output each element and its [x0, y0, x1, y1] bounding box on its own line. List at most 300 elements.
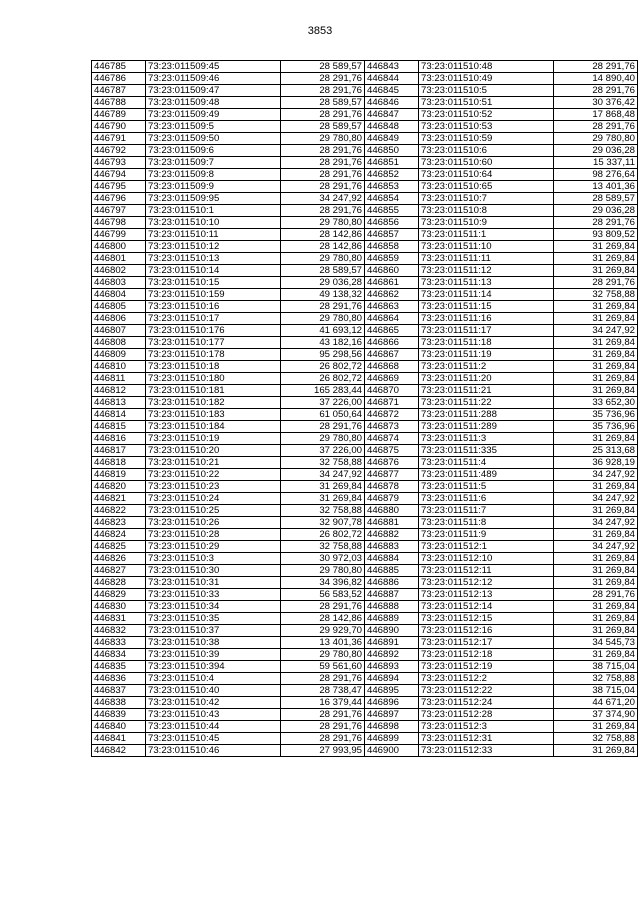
cadastral-number-cell: 73:23:011510:59 [419, 133, 554, 145]
cadastral-number-cell: 73:23:011512:31 [419, 733, 554, 745]
value-cell: 28 291,76 [281, 673, 365, 685]
value-cell: 32 758,88 [554, 289, 638, 301]
value-cell: 16 379,44 [281, 697, 365, 709]
cadastral-number-cell: 73:23:011511:11 [419, 253, 554, 265]
value-cell: 30 376,42 [554, 97, 638, 109]
value-cell: 32 758,88 [281, 505, 365, 517]
row-number-cell: 446810 [92, 361, 146, 373]
value-cell: 29 780,80 [281, 649, 365, 661]
table-row [92, 217, 365, 229]
value-cell: 165 283,44 [281, 385, 365, 397]
value-cell: 28 291,76 [554, 217, 638, 229]
row-number-cell: 446830 [92, 601, 146, 613]
table-row [92, 73, 365, 85]
table-row [365, 277, 638, 289]
table-row [92, 133, 365, 145]
table-row [365, 205, 638, 217]
row-number-cell: 446879 [365, 493, 419, 505]
cadastral-number-cell: 73:23:011509:95 [146, 193, 281, 205]
row-number-cell: 446833 [92, 637, 146, 649]
row-number-cell: 446848 [365, 121, 419, 133]
row-number-cell: 446870 [365, 385, 419, 397]
cadastral-number-cell: 73:23:011509:6 [146, 145, 281, 157]
value-cell: 29 036,28 [281, 277, 365, 289]
cadastral-number-cell: 73:23:011511:9 [419, 529, 554, 541]
row-number-cell: 446818 [92, 457, 146, 469]
value-cell: 28 291,76 [281, 709, 365, 721]
table-row [365, 301, 638, 313]
right-table-body [365, 61, 638, 757]
table-row [365, 673, 638, 685]
value-cell: 28 291,76 [281, 601, 365, 613]
value-cell: 34 247,92 [554, 325, 638, 337]
cadastral-number-cell: 73:23:011512:12 [419, 577, 554, 589]
value-cell: 28 589,57 [554, 193, 638, 205]
value-cell: 31 269,84 [554, 433, 638, 445]
cadastral-number-cell: 73:23:011510:46 [146, 745, 281, 757]
table-row [92, 61, 365, 73]
row-number-cell: 446834 [92, 649, 146, 661]
table-row [365, 445, 638, 457]
table-row [92, 421, 365, 433]
table-row [92, 253, 365, 265]
row-number-cell: 446803 [92, 277, 146, 289]
value-cell: 31 269,84 [554, 613, 638, 625]
cadastral-number-cell: 73:23:011510:176 [146, 325, 281, 337]
cadastral-number-cell: 73:23:011509:5 [146, 121, 281, 133]
value-cell: 34 247,92 [281, 193, 365, 205]
cadastral-number-cell: 73:23:011510:51 [419, 97, 554, 109]
table-row [365, 493, 638, 505]
value-cell: 26 802,72 [281, 529, 365, 541]
row-number-cell: 446898 [365, 721, 419, 733]
cadastral-number-cell: 73:23:011512:33 [419, 745, 554, 757]
value-cell: 32 758,88 [281, 541, 365, 553]
table-row [365, 685, 638, 697]
row-number-cell: 446868 [365, 361, 419, 373]
table-row [92, 685, 365, 697]
row-number-cell: 446816 [92, 433, 146, 445]
table-row [92, 193, 365, 205]
row-number-cell: 446894 [365, 673, 419, 685]
row-number-cell: 446881 [365, 517, 419, 529]
table-row [92, 661, 365, 673]
table-row [92, 289, 365, 301]
value-cell: 28 291,76 [281, 181, 365, 193]
cadastral-number-cell: 73:23:011510:35 [146, 613, 281, 625]
cadastral-number-cell: 73:23:011509:49 [146, 109, 281, 121]
value-cell: 31 269,84 [554, 577, 638, 589]
row-number-cell: 446841 [92, 733, 146, 745]
value-cell: 28 142,86 [281, 241, 365, 253]
cadastral-number-cell: 73:23:011510:4 [146, 673, 281, 685]
row-number-cell: 446897 [365, 709, 419, 721]
cadastral-number-cell: 73:23:011511:18 [419, 337, 554, 349]
cadastral-number-cell: 73:23:011511:19 [419, 349, 554, 361]
cadastral-number-cell: 73:23:011510:14 [146, 265, 281, 277]
row-number-cell: 446859 [365, 253, 419, 265]
cadastral-number-cell: 73:23:011510:22 [146, 469, 281, 481]
cadastral-number-cell: 73:23:011510:49 [419, 73, 554, 85]
cadastral-number-cell: 73:23:011510:53 [419, 121, 554, 133]
row-number-cell: 446837 [92, 685, 146, 697]
row-number-cell: 446823 [92, 517, 146, 529]
cadastral-number-cell: 73:23:011511:22 [419, 397, 554, 409]
table-row [92, 361, 365, 373]
row-number-cell: 446856 [365, 217, 419, 229]
cadastral-number-cell: 73:23:011512:22 [419, 685, 554, 697]
row-number-cell: 446869 [365, 373, 419, 385]
left-data-table [91, 60, 365, 757]
table-row [92, 745, 365, 757]
cadastral-number-cell: 73:23:011512:1 [419, 541, 554, 553]
cadastral-number-cell: 73:23:011512:3 [419, 721, 554, 733]
table-row [92, 721, 365, 733]
cadastral-number-cell: 73:23:011510:5 [419, 85, 554, 97]
row-number-cell: 446883 [365, 541, 419, 553]
cadastral-number-cell: 73:23:011510:45 [146, 733, 281, 745]
row-number-cell: 446875 [365, 445, 419, 457]
row-number-cell: 446889 [365, 613, 419, 625]
value-cell: 28 291,76 [281, 733, 365, 745]
cadastral-number-cell: 73:23:011510:178 [146, 349, 281, 361]
value-cell: 30 972,03 [281, 553, 365, 565]
table-row [92, 469, 365, 481]
table-row [365, 85, 638, 97]
row-number-cell: 446835 [92, 661, 146, 673]
cadastral-number-cell: 73:23:011511:288 [419, 409, 554, 421]
row-number-cell: 446864 [365, 313, 419, 325]
value-cell: 37 226,00 [281, 397, 365, 409]
table-row [365, 397, 638, 409]
value-cell: 13 401,36 [554, 181, 638, 193]
value-cell: 27 993,95 [281, 745, 365, 757]
cadastral-number-cell: 73:23:011510:11 [146, 229, 281, 241]
cadastral-number-cell: 73:23:011510:48 [419, 61, 554, 73]
value-cell: 29 780,80 [281, 217, 365, 229]
row-number-cell: 446893 [365, 661, 419, 673]
table-row [365, 133, 638, 145]
value-cell: 61 050,64 [281, 409, 365, 421]
value-cell: 29 036,28 [554, 205, 638, 217]
row-number-cell: 446854 [365, 193, 419, 205]
table-row [92, 205, 365, 217]
cadastral-number-cell: 73:23:011510:33 [146, 589, 281, 601]
row-number-cell: 446839 [92, 709, 146, 721]
cadastral-number-cell: 73:23:011510:181 [146, 385, 281, 397]
row-number-cell: 446855 [365, 205, 419, 217]
table-row [92, 385, 365, 397]
row-number-cell: 446892 [365, 649, 419, 661]
cadastral-number-cell: 73:23:011510:182 [146, 397, 281, 409]
row-number-cell: 446887 [365, 589, 419, 601]
table-row [365, 469, 638, 481]
table-row [365, 181, 638, 193]
cadastral-number-cell: 73:23:011510:42 [146, 697, 281, 709]
value-cell: 38 715,04 [554, 661, 638, 673]
value-cell: 31 269,84 [281, 481, 365, 493]
table-row [92, 277, 365, 289]
cadastral-number-cell: 73:23:011510:28 [146, 529, 281, 541]
row-number-cell: 446805 [92, 301, 146, 313]
value-cell: 32 758,88 [554, 673, 638, 685]
cadastral-number-cell: 73:23:011512:10 [419, 553, 554, 565]
row-number-cell: 446880 [365, 505, 419, 517]
cadastral-number-cell: 73:23:011510:39 [146, 649, 281, 661]
value-cell: 31 269,84 [281, 493, 365, 505]
row-number-cell: 446850 [365, 145, 419, 157]
table-row [92, 529, 365, 541]
value-cell: 56 583,52 [281, 589, 365, 601]
table-row [365, 481, 638, 493]
row-number-cell: 446877 [365, 469, 419, 481]
row-number-cell: 446801 [92, 253, 146, 265]
value-cell: 28 291,76 [554, 85, 638, 97]
row-number-cell: 446808 [92, 337, 146, 349]
row-number-cell: 446847 [365, 109, 419, 121]
table-row [365, 733, 638, 745]
cadastral-number-cell: 73:23:011512:17 [419, 637, 554, 649]
table-row [92, 673, 365, 685]
row-number-cell: 446788 [92, 97, 146, 109]
table-row [365, 553, 638, 565]
table-row [92, 601, 365, 613]
row-number-cell: 446799 [92, 229, 146, 241]
table-row [365, 421, 638, 433]
row-number-cell: 446827 [92, 565, 146, 577]
value-cell: 17 868,48 [554, 109, 638, 121]
table-row [92, 649, 365, 661]
cadastral-number-cell: 73:23:011510:159 [146, 289, 281, 301]
cadastral-number-cell: 73:23:011511:489 [419, 469, 554, 481]
cadastral-number-cell: 73:23:011510:9 [419, 217, 554, 229]
row-number-cell: 446828 [92, 577, 146, 589]
value-cell: 31 269,84 [554, 337, 638, 349]
cadastral-number-cell: 73:23:011510:34 [146, 601, 281, 613]
table-row [365, 529, 638, 541]
row-number-cell: 446849 [365, 133, 419, 145]
row-number-cell: 446829 [92, 589, 146, 601]
row-number-cell: 446900 [365, 745, 419, 757]
row-number-cell: 446851 [365, 157, 419, 169]
table-row [365, 613, 638, 625]
row-number-cell: 446789 [92, 109, 146, 121]
table-row [92, 409, 365, 421]
value-cell: 15 337,11 [554, 157, 638, 169]
row-number-cell: 446899 [365, 733, 419, 745]
value-cell: 28 291,76 [554, 121, 638, 133]
row-number-cell: 446876 [365, 457, 419, 469]
value-cell: 31 269,84 [554, 565, 638, 577]
table-row [92, 97, 365, 109]
table-row [365, 361, 638, 373]
value-cell: 13 401,36 [281, 637, 365, 649]
value-cell: 31 269,84 [554, 745, 638, 757]
value-cell: 31 269,84 [554, 349, 638, 361]
table-row [92, 229, 365, 241]
value-cell: 31 269,84 [554, 373, 638, 385]
cadastral-number-cell: 73:23:011510:394 [146, 661, 281, 673]
cadastral-number-cell: 73:23:011510:6 [419, 145, 554, 157]
table-row [92, 637, 365, 649]
row-number-cell: 446874 [365, 433, 419, 445]
row-number-cell: 446792 [92, 145, 146, 157]
cadastral-number-cell: 73:23:011511:16 [419, 313, 554, 325]
table-row [365, 457, 638, 469]
value-cell: 14 890,40 [554, 73, 638, 85]
row-number-cell: 446807 [92, 325, 146, 337]
cadastral-number-cell: 73:23:011510:21 [146, 457, 281, 469]
cadastral-number-cell: 73:23:011511:2 [419, 361, 554, 373]
table-row [365, 217, 638, 229]
table-row [92, 241, 365, 253]
row-number-cell: 446796 [92, 193, 146, 205]
cadastral-number-cell: 73:23:011510:3 [146, 553, 281, 565]
row-number-cell: 446867 [365, 349, 419, 361]
cadastral-number-cell: 73:23:011512:28 [419, 709, 554, 721]
table-row [365, 589, 638, 601]
cadastral-number-cell: 73:23:011509:7 [146, 157, 281, 169]
table-row [365, 157, 638, 169]
cadastral-number-cell: 73:23:011509:47 [146, 85, 281, 97]
cadastral-number-cell: 73:23:011511:21 [419, 385, 554, 397]
value-cell: 32 907,78 [281, 517, 365, 529]
value-cell: 28 291,76 [281, 301, 365, 313]
value-cell: 31 269,84 [554, 361, 638, 373]
row-number-cell: 446891 [365, 637, 419, 649]
cadastral-number-cell: 73:23:011511:15 [419, 301, 554, 313]
value-cell: 28 291,76 [281, 85, 365, 97]
table-row [365, 433, 638, 445]
value-cell: 28 142,86 [281, 229, 365, 241]
value-cell: 28 291,76 [281, 157, 365, 169]
table-row [92, 625, 365, 637]
cadastral-number-cell: 73:23:011512:19 [419, 661, 554, 673]
table-row [92, 157, 365, 169]
cadastral-number-cell: 73:23:011511:6 [419, 493, 554, 505]
row-number-cell: 446804 [92, 289, 146, 301]
table-row [92, 265, 365, 277]
value-cell: 38 715,04 [554, 685, 638, 697]
row-number-cell: 446858 [365, 241, 419, 253]
table-row [92, 109, 365, 121]
value-cell: 37 374,90 [554, 709, 638, 721]
row-number-cell: 446840 [92, 721, 146, 733]
row-number-cell: 446795 [92, 181, 146, 193]
value-cell: 29 929,70 [281, 625, 365, 637]
value-cell: 29 780,80 [554, 133, 638, 145]
cadastral-number-cell: 73:23:011510:12 [146, 241, 281, 253]
table-row [92, 697, 365, 709]
table-row [365, 97, 638, 109]
value-cell: 31 269,84 [554, 385, 638, 397]
table-row [365, 637, 638, 649]
table-row [365, 601, 638, 613]
table-row [92, 517, 365, 529]
cadastral-number-cell: 73:23:011510:7 [419, 193, 554, 205]
value-cell: 31 269,84 [554, 553, 638, 565]
cadastral-number-cell: 73:23:011509:9 [146, 181, 281, 193]
row-number-cell: 446813 [92, 397, 146, 409]
table-row [365, 661, 638, 673]
cadastral-number-cell: 73:23:011509:48 [146, 97, 281, 109]
table-row [365, 253, 638, 265]
value-cell: 28 291,76 [554, 589, 638, 601]
value-cell: 34 545,73 [554, 637, 638, 649]
table-row [365, 409, 638, 421]
table-row [92, 169, 365, 181]
cadastral-number-cell: 73:23:011510:15 [146, 277, 281, 289]
cadastral-number-cell: 73:23:011511:20 [419, 373, 554, 385]
cadastral-number-cell: 73:23:011510:10 [146, 217, 281, 229]
value-cell: 29 780,80 [281, 565, 365, 577]
table-row [365, 337, 638, 349]
cadastral-number-cell: 73:23:011510:37 [146, 625, 281, 637]
table-row [365, 145, 638, 157]
row-number-cell: 446786 [92, 73, 146, 85]
row-number-cell: 446797 [92, 205, 146, 217]
table-row [92, 85, 365, 97]
value-cell: 26 802,72 [281, 373, 365, 385]
value-cell: 29 780,80 [281, 253, 365, 265]
row-number-cell: 446853 [365, 181, 419, 193]
cadastral-number-cell: 73:23:011511:3 [419, 433, 554, 445]
value-cell: 34 396,82 [281, 577, 365, 589]
value-cell: 98 276,64 [554, 169, 638, 181]
value-cell: 31 269,84 [554, 253, 638, 265]
table-row [92, 493, 365, 505]
value-cell: 28 589,57 [281, 61, 365, 73]
right-data-table [364, 60, 638, 757]
value-cell: 44 671,20 [554, 697, 638, 709]
row-number-cell: 446821 [92, 493, 146, 505]
table-row [365, 121, 638, 133]
row-number-cell: 446793 [92, 157, 146, 169]
row-number-cell: 446888 [365, 601, 419, 613]
value-cell: 28 142,86 [281, 613, 365, 625]
row-number-cell: 446819 [92, 469, 146, 481]
cadastral-number-cell: 73:23:011512:16 [419, 625, 554, 637]
cadastral-number-cell: 73:23:011509:46 [146, 73, 281, 85]
cadastral-number-cell: 73:23:011511:289 [419, 421, 554, 433]
row-number-cell: 446820 [92, 481, 146, 493]
cadastral-number-cell: 73:23:011510:43 [146, 709, 281, 721]
table-row [92, 325, 365, 337]
cadastral-number-cell: 73:23:011512:24 [419, 697, 554, 709]
value-cell: 43 182,16 [281, 337, 365, 349]
cadastral-number-cell: 73:23:011510:13 [146, 253, 281, 265]
table-row [365, 721, 638, 733]
cadastral-number-cell: 73:23:011510:184 [146, 421, 281, 433]
cadastral-number-cell: 73:23:011510:30 [146, 565, 281, 577]
row-number-cell: 446802 [92, 265, 146, 277]
cadastral-number-cell: 73:23:011511:335 [419, 445, 554, 457]
row-number-cell: 446790 [92, 121, 146, 133]
cadastral-number-cell: 73:23:011511:10 [419, 241, 554, 253]
value-cell: 28 738,47 [281, 685, 365, 697]
cadastral-number-cell: 73:23:011510:29 [146, 541, 281, 553]
row-number-cell: 446871 [365, 397, 419, 409]
value-cell: 26 802,72 [281, 361, 365, 373]
cadastral-number-cell: 73:23:011511:17 [419, 325, 554, 337]
value-cell: 31 269,84 [554, 649, 638, 661]
cadastral-number-cell: 73:23:011510:17 [146, 313, 281, 325]
row-number-cell: 446846 [365, 97, 419, 109]
table-row [365, 313, 638, 325]
row-number-cell: 446865 [365, 325, 419, 337]
cadastral-number-cell: 73:23:011510:31 [146, 577, 281, 589]
table-row [365, 697, 638, 709]
